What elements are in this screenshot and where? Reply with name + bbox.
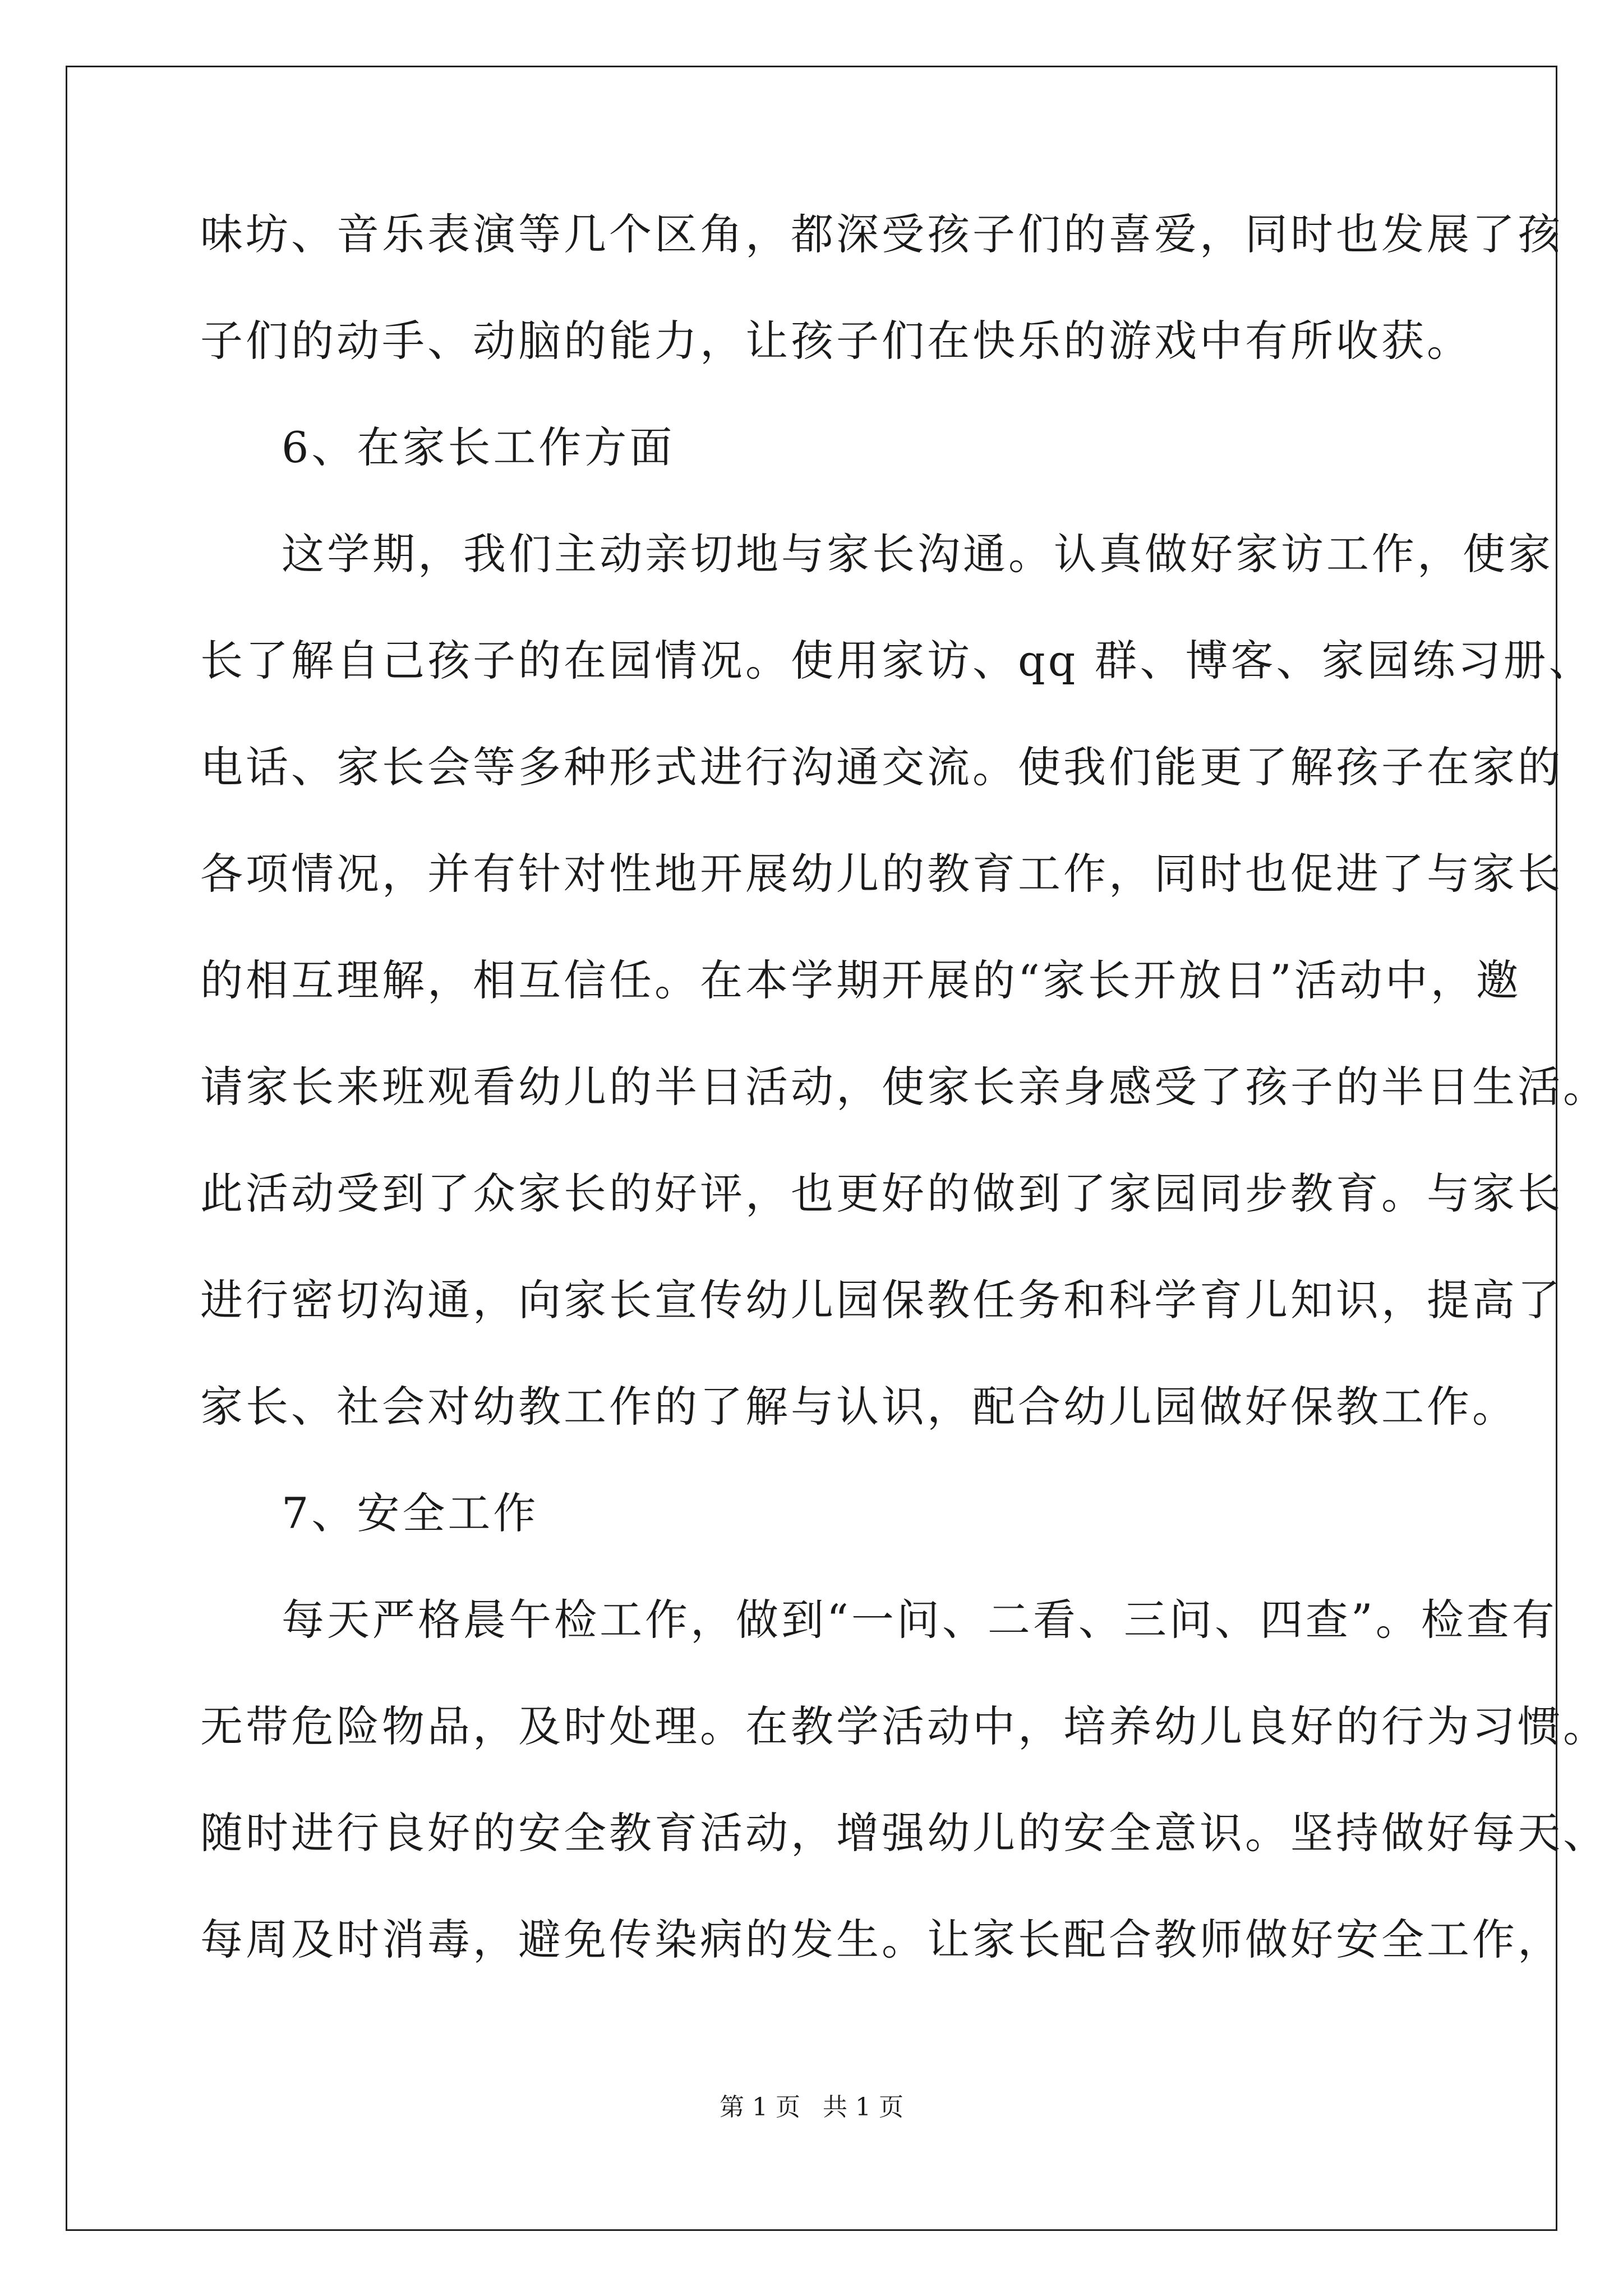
body-line: 电话、家长会等多种形式进行沟通交流。使我们能更了解孩子在家的 — [200, 742, 1563, 792]
body-line: 进行密切沟通，向家长宣传幼儿园保教任务和科学育儿知识，提高了 — [200, 1275, 1563, 1325]
paragraph-start: 每天严格晨午检工作，做到“一问、二看、三问、四查”。检查有 — [282, 1595, 1557, 1645]
body-line: 此活动受到了众家长的好评，也更好的做到了家园同步教育。与家长 — [200, 1168, 1563, 1218]
body-line: 无带危险物品，及时处理。在教学活动中，培养幼儿良好的行为习惯。 — [200, 1701, 1608, 1751]
body-line: 长了解自己孩子的在园情况。使用家访、qq 群、博客、家园练习册、 — [200, 636, 1594, 685]
page-footer — [0, 2094, 1623, 2121]
body-line: 请家长来班观看幼儿的半日活动，使家长亲身感受了孩子的半日生活。 — [200, 1062, 1608, 1112]
body-line: 的相互理解，相互信任。在本学期开展的“家长开放日”活动中，邀 — [200, 955, 1521, 1005]
body-line: 每周及时消毒，避免传染病的发生。让家长配合教师做好安全工作， — [200, 1915, 1563, 1964]
page-number: 第 1 页 — [720, 2093, 800, 2122]
body-line: 味坊、音乐表演等几个区角，都深受孩子们的喜爱，同时也发展了孩 — [200, 209, 1563, 259]
page-total: 共 1 页 — [823, 2093, 903, 2122]
body-line: 随时进行良好的安全教育活动，增强幼儿的安全意识。坚持做好每天、 — [200, 1808, 1608, 1858]
document-body — [200, 209, 1608, 2025]
section-heading: 6、在家长工作方面 — [282, 422, 675, 472]
paragraph-start: 这学期，我们主动亲切地与家长沟通。认真做好家访工作，使家 — [282, 529, 1553, 579]
body-line: 家长、社会对幼教工作的了解与认识，配合幼儿园做好保教工作。 — [200, 1382, 1518, 1432]
body-line: 子们的动手、动脑的能力，让孩子们在快乐的游戏中有所收获。 — [200, 316, 1472, 366]
section-heading: 7、安全工作 — [282, 1488, 539, 1538]
body-line: 各项情况，并有针对性地开展幼儿的教育工作，同时也促进了与家长 — [200, 849, 1563, 899]
